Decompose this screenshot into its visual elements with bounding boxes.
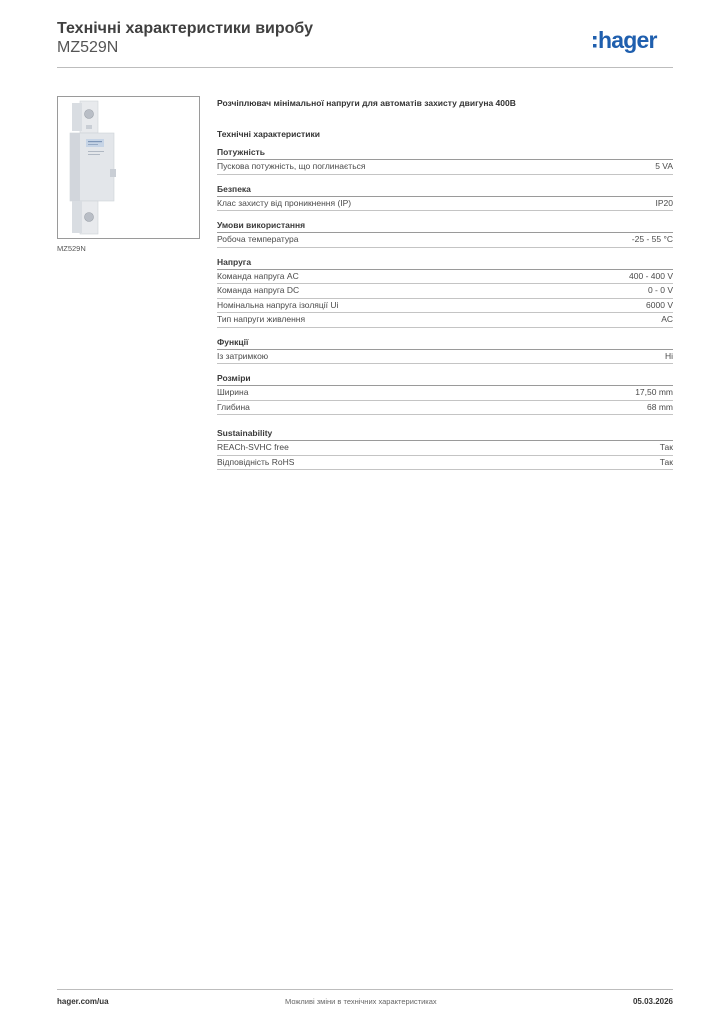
spec-label: Команда напруга AC <box>217 270 299 281</box>
spec-label: Клас захисту від проникнення (IP) <box>217 197 352 208</box>
footer-website: hager.com/ua <box>57 997 109 1006</box>
spec-value: 400 - 400 V <box>629 270 673 281</box>
section-sustainability <box>217 427 673 470</box>
footer-disclaimer: Можливі зміни в технічних характеристиках <box>285 997 437 1006</box>
section-operating-conditions <box>217 219 673 248</box>
spec-row <box>217 401 673 416</box>
spec-value: Так <box>659 456 673 467</box>
spec-row <box>217 441 673 456</box>
spec-label: Команда напруга DC <box>217 285 300 295</box>
spec-value: Ні <box>664 350 673 361</box>
spec-label: Тип напруги живлення <box>217 314 306 324</box>
spec-label: Відповідність RoHS <box>217 456 295 467</box>
spec-label: Із затримкою <box>217 350 269 361</box>
section-title: Напруга <box>217 256 673 270</box>
spec-value: 5 VA <box>655 161 673 171</box>
image-caption: MZ529N <box>57 244 86 253</box>
spec-value: AC <box>661 314 673 324</box>
spec-row <box>217 284 673 299</box>
spec-value: 6000 V <box>646 299 673 310</box>
spec-value: 17,50 mm <box>635 387 673 397</box>
section-title: Функції <box>217 336 673 350</box>
specs-heading: Технічні характеристики <box>217 129 320 139</box>
section-power <box>217 146 673 175</box>
section-functions <box>217 336 673 365</box>
model-number: MZ529N <box>57 39 119 56</box>
product-image <box>57 96 200 239</box>
spec-value: IP20 <box>655 197 673 208</box>
spec-label: REACh-SVHC free <box>217 442 289 452</box>
spec-value: -25 - 55 °C <box>631 234 673 244</box>
spec-row <box>217 313 673 328</box>
section-title: Sustainability <box>217 427 673 441</box>
spec-label: Пускова потужність, що поглинається <box>217 161 366 171</box>
footer-date: 05.03.2026 <box>632 997 673 1006</box>
header-divider <box>57 67 673 68</box>
section-title: Потужність <box>217 146 673 160</box>
spec-value: 68 mm <box>647 401 673 412</box>
section-title: Умови використання <box>217 219 673 233</box>
spec-row <box>217 299 673 314</box>
product-description: Розчіплювач мінімальної напруги для автоматів захисту двигуна 400В <box>217 98 516 108</box>
spec-row <box>217 197 673 212</box>
spec-row <box>217 456 673 471</box>
section-safety <box>217 183 673 212</box>
spec-label: Робоча температура <box>217 234 299 244</box>
spec-row <box>217 350 673 365</box>
section-title: Безпека <box>217 183 673 197</box>
footer-divider <box>57 989 673 990</box>
spec-label: Глибина <box>217 401 250 412</box>
spec-row <box>217 160 673 175</box>
section-title: Розміри <box>217 372 673 386</box>
spec-value: 0 - 0 V <box>647 285 673 295</box>
spec-row <box>217 270 673 285</box>
spec-label: Номінальна напруга ізоляції Ui <box>217 299 339 310</box>
product-device-illustration <box>58 97 199 238</box>
page-title: Технічні характеристики виробу <box>57 20 313 37</box>
spec-label: Ширина <box>217 387 249 397</box>
section-voltage <box>217 256 673 328</box>
spec-row <box>217 233 673 248</box>
hager-logo <box>592 27 673 55</box>
svg-text:hager: hager <box>598 27 657 53</box>
spec-row <box>217 386 673 401</box>
spec-value: Так <box>659 442 673 452</box>
section-dimensions <box>217 372 673 415</box>
spec-content <box>217 97 673 470</box>
